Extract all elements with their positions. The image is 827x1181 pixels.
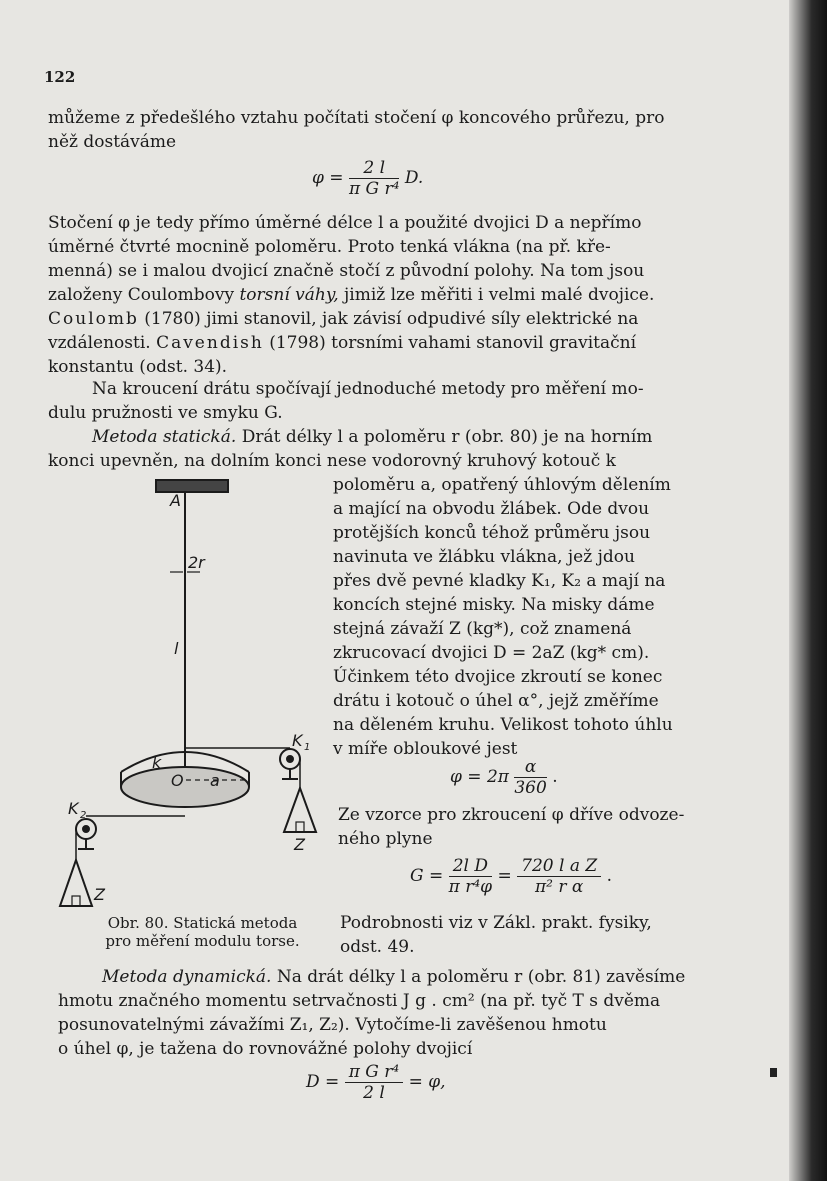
- text-line: posunovatelnými závažími Z₁, Z₂). Vytočíme-li zavěšenou hmotu: [58, 1015, 607, 1035]
- text-line: navinuta ve žlábku vlákna, jež jdou: [333, 547, 635, 567]
- weight-right: [296, 822, 304, 832]
- print-mark: [770, 1068, 777, 1077]
- text-line: ného plyne: [338, 829, 433, 849]
- ceiling-mount: [156, 480, 228, 492]
- equation-D: D = $\frac{\text{π G r⁴}}{2 l}$ = φ,: [306, 1062, 446, 1103]
- text-line: Metoda statická. Drát délky l a poloměru r (obr. 80) je na horním: [92, 427, 653, 447]
- disk: [121, 767, 249, 807]
- equation-phi-alpha: φ = 2π $\frac{\alpha}{360}$ .: [450, 757, 558, 798]
- text-line: dulu pružnosti ve smyku G.: [48, 403, 283, 423]
- text-line: Podrobnosti viz v Zákl. prakt. fysiky,: [340, 913, 652, 933]
- weight-left: [72, 896, 80, 906]
- text-line: drátu i kotouč o úhel α°, jejž změříme: [333, 691, 659, 711]
- pan-left: [60, 860, 92, 906]
- text-line: v míře obloukové jest: [333, 739, 518, 759]
- pan-right: [284, 788, 316, 832]
- text-line: založeny Coulombovy torsní váhy, jimiž lze měřiti i velmi malé dvojice.: [48, 285, 655, 305]
- text-line: stejná závaží Z (kg*), což znamená: [333, 619, 632, 639]
- text-line: můžeme z předešlého vztahu počítati stočení φ koncového průřezu, pro: [48, 108, 665, 128]
- figure-caption: Obr. 80. Statická metoda pro měření modulu torse.: [105, 914, 300, 950]
- text-line: Na kroucení drátu spočívají jednoduché metody pro měření mo-: [92, 379, 644, 399]
- text-line: konstantu (odst. 34).: [48, 357, 228, 377]
- text-line: koncích stejné misky. Na misky dáme: [333, 595, 655, 615]
- label-K1: K: [292, 731, 303, 750]
- label-2r: 2r: [188, 553, 205, 572]
- torsion-apparatus-figure: [50, 476, 330, 916]
- label-a: a: [210, 771, 220, 790]
- label-O: O: [171, 771, 184, 790]
- page-number: 122: [44, 68, 76, 86]
- text-line: odst. 49.: [340, 937, 415, 957]
- text-line: přes dvě pevné kladky K₁, K₂ a mají na: [333, 571, 666, 591]
- text-line: o úhel φ, je tažena do rovnovážné polohy dvojicí: [58, 1039, 473, 1059]
- label-l: l: [174, 639, 179, 658]
- text-line: protějších konců téhož průměru jsou: [333, 523, 651, 543]
- text-line: Metoda dynamická. Na drát délky l a poloměru r (obr. 81) zavěsíme: [102, 967, 686, 987]
- text-line: úměrné čtvrté mocnině poloměru. Proto tenká vlákna (na př. kře-: [48, 237, 611, 257]
- text-line: poloměru a, opatřený úhlovým dělením: [333, 475, 671, 495]
- label-Z-left: Z: [94, 885, 105, 904]
- label-Z-right: Z: [294, 835, 305, 854]
- label-k: k: [152, 753, 162, 772]
- equation-G: G = $\frac{\text{2l D}}{\text{π r⁴φ}}$ = $\frac{\text{720 l a Z}}{\text{π² r α}}$ .: [410, 856, 612, 897]
- text-line: Stočení φ je tedy přímo úměrné délce l a použité dvojici D a nepřímo: [48, 213, 642, 233]
- text-line: něž dostáváme: [48, 132, 177, 152]
- label-K2: K: [68, 799, 79, 818]
- text-line: zkrucovací dvojici D = 2aZ (kg* cm).: [333, 643, 650, 663]
- text-line: hmotu značného momentu setrvačnosti J g . cm² (na př. tyč T s dvěma: [58, 991, 661, 1011]
- equation-phi: φ = $\frac{2 l}{\text{π G r⁴}}$ D.: [312, 158, 424, 199]
- text-line: konci upevněn, na dolním konci nese vodorovný kruhový kotouč k: [48, 451, 616, 471]
- text-line: menná) se i malou dvojicí značně stočí z původní polohy. Na tom jsou: [48, 261, 645, 281]
- label-K1-sub: 1: [304, 742, 311, 753]
- page-edge-shadow: [789, 0, 827, 1181]
- label-K2-sub: 2: [80, 810, 87, 821]
- label-A: A: [170, 491, 181, 510]
- text-line: na děleném kruhu. Velikost tohoto úhlu: [333, 715, 673, 735]
- text-line: Účinkem této dvojice zkroutí se konec: [333, 667, 663, 687]
- text-line: vzdálenosti. Cavendish (1798) torsními vahami stanovil gravitační: [48, 333, 637, 353]
- text-line: a mající na obvodu žlábek. Ode dvou: [333, 499, 650, 519]
- text-line: Ze vzorce pro zkroucení φ dříve odvoze-: [338, 805, 685, 825]
- text-line: Coulomb (1780) jimi stanovil, jak závisí odpudivé síly elektrické na: [48, 309, 639, 329]
